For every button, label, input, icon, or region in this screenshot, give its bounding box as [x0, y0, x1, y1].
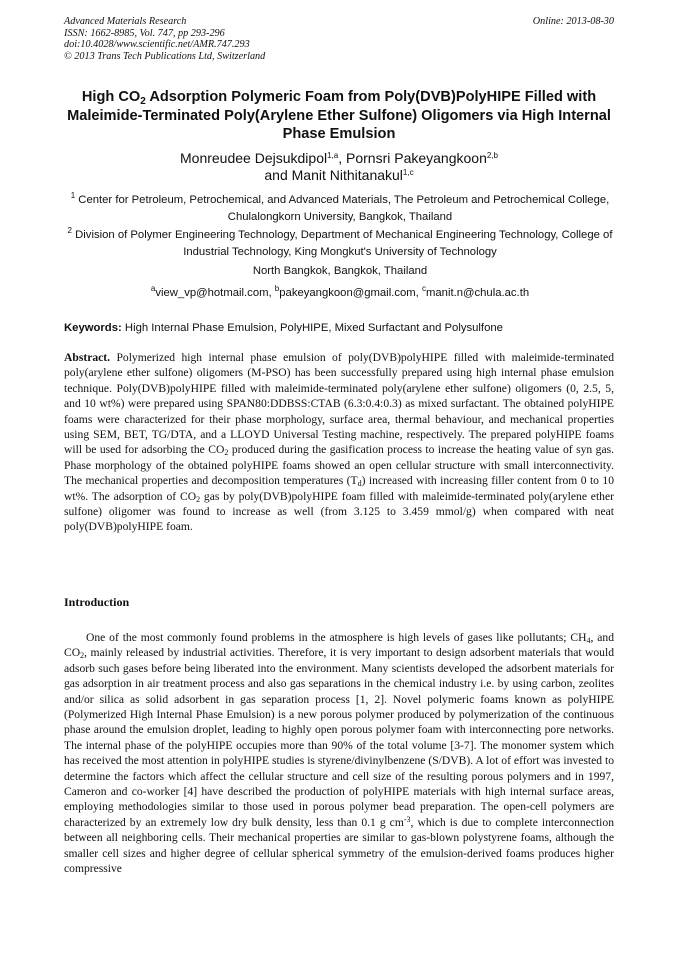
author-3-affil: 1,c: [402, 168, 414, 177]
intro-text-4: , which is due to complete interconnection between all neighboring cells. Their mechanical properties are similar to gas-blown polystyrene foams, although the smaller cell sizes and higher degree of cellular spherical symmetry of the emulsion-derived foams produces higher compressive: [64, 815, 614, 876]
email-c-mark: c: [421, 284, 426, 293]
paper-title: [60, 88, 618, 144]
author-1: Monreudee Dejsukdipol: [180, 150, 328, 166]
abstract-label: Abstract.: [64, 351, 111, 364]
intro-sub-2: 2: [80, 651, 85, 661]
keywords-label: Keywords:: [64, 322, 122, 334]
abstract-sub-3: 2: [196, 494, 201, 504]
doi-line: doi:10.4028/www.scientific.net/AMR.747.293: [64, 39, 250, 51]
affiliation-2-mark: 2: [67, 226, 72, 235]
copyright-line: © 2013 Trans Tech Publications Ltd, Switzerland: [64, 50, 266, 62]
intro-text-2: , and CO: [64, 631, 614, 660]
email-a[interactable]: view_vp@hotmail.com,: [155, 287, 272, 299]
email-list: [64, 286, 616, 300]
author-2-affil: 2,b: [486, 151, 498, 160]
online-date: Online: 2013-08-30: [532, 16, 614, 27]
email-c[interactable]: manit.n@chula.ac.th: [425, 287, 530, 299]
journal-header: [64, 16, 614, 62]
affiliation-1: [64, 192, 616, 226]
abstract-text-1: Polymerized high internal phase emulsion of poly(DVB)polyHIPE filled with maleimide-terminated poly(arylene ether sulfone) oligomers (M-PSO) has been successfully prepared using high internal phase emulsion technique. Poly(DVB)polyHIPE filled with maleimide-terminated poly(arylene ether sulfone) oligomers (0, 2.5, 5, and 10 wt%) were prepared using SPAN80:DDBSS:CTAB (6.3:0.4:0.3) as mixed surfactant. The obtained polyHIPE foams were characterized for their phase morphology, surface area, thermal behaviour, and mechanical properties using SEM, BET, TG/DTA, and a LLOYD Universal Testing machine, respectively. The prepared polyHIPE foams will be used for adsorbing the CO: [64, 351, 614, 457]
title-text-2: Adsorption Polymeric Foam from Poly(DVB)PolyHIPE Filled with Maleimide-Terminated Poly(Arylene Ether Sulfone) Oligomers via High Internal Phase Emulsion: [67, 89, 611, 143]
intro-sub-1: 4: [586, 636, 591, 645]
author-1-affil: 1,a: [327, 151, 339, 160]
title-subscript: 2: [140, 96, 146, 107]
abstract-text-3: ) increased with increasing filler content from 0 to 10 wt%. The adsorption of CO: [64, 474, 614, 503]
intro-sup-1: -3: [403, 814, 411, 824]
intro-text-1: One of the most commonly found problems in the atmosphere is high levels of gases like pollutants; CH: [86, 631, 587, 644]
abstract-text-4: gas by poly(DVB)polyHIPE foam filled with maleimide-terminated poly(arylene ether sulfone) oligomer was found to increase as well (from 3.125 to 3.459 mmol/g) when compared with neat poly(DVB)polyHIPE foam.: [64, 489, 614, 534]
author-3: Manit Nithitanakul: [291, 167, 403, 183]
issn-line: ISSN: 1662-8985, Vol. 747, pp 293-296: [64, 27, 225, 39]
author-2: Pornsri Pakeyangkoon: [346, 150, 487, 166]
email-b-mark: b: [274, 284, 280, 293]
abstract-sub-2: d: [357, 479, 362, 489]
abstract-sub-1: 2: [224, 448, 229, 458]
affiliation-1-text: Center for Petroleum, Petrochemical, and Advanced Materials, The Petroleum and Petrochemical College, Chulalongkorn University, Bangkok, Thailand: [78, 194, 610, 223]
affiliation-2-city: North Bangkok, Bangkok, Thailand: [252, 265, 428, 277]
affiliation-2: [64, 227, 616, 261]
journal-name: Advanced Materials Research: [64, 16, 187, 27]
author-list: Monreudee Dejsukdipol$^{1,a}$, Pornsri Pakeyangkoon$^{2,b}$ and Manit Nithitanakul$^{1,c}$: [180, 150, 498, 183]
introduction-paragraph: [64, 630, 614, 877]
affiliation-1-mark: 1: [70, 191, 76, 200]
affiliation-2-text: Division of Polymer Engineering Technology, Department of Mechanical Engineering Technology, College of Industrial Technology, King Mongkut's University of Technology: [75, 229, 613, 258]
keywords: [64, 321, 616, 335]
abstract-text-2: produced during the gasification process to increase the heating value of syn gas. Phase morphology of the obtained polyHIPE foams showed an open cellular structure with small interconnectivity. The mechanical properties and decomposition temperatures (T: [64, 443, 614, 488]
abstract: [64, 350, 614, 535]
email-a-mark: a: [150, 284, 156, 293]
email-b[interactable]: pakeyangkoon@gmail.com,: [279, 287, 419, 299]
author-and: and: [264, 167, 288, 183]
keywords-text: High Internal Phase Emulsion, PolyHIPE, Mixed Surfactant and Polysulfone: [124, 322, 503, 334]
section-heading-introduction: Introduction: [64, 595, 130, 609]
intro-text-3: , mainly released by industrial activities. Therefore, it is very important to design adsorbent materials that would adsorb such gases before being liberated into the environment. Many scientists developed the adsorbent materials for gas adsorption in air treatment process and also gas separations in the chemical industry i.e. by using carbon, zeolites and/or silica as solid adsorbent in gas separation process [1, 2]. Novel polymeric foams known as polyHIPE (Polymerized High Internal Phase Emulsion) is a new porous polymer produced by polymerization of the continuous phase around the emulsion droplet, leading to highly open porous polymer foam with interconnecting pore networks. The internal phase of the polyHIPE occupies more than 90% of the total volume [3-7]. The monomer system which has received the most attention in polyHIPE studies is styrene/divinylbenzene (S/DVB). A lot of effort was invested to determine the factors which affect the cellular structure and cell size of the resulting porous polymers and in 1997, Cameron and co-worker [4] have described the production of polyHIPE materials with high internal surface areas, employing methodologies similar to those used in porous polymer bead preparation. The open-cell polymers are characterized by an extremely low dry bulk density, less than 0.1 g cm: [64, 646, 614, 829]
title-text-1: High CO: [81, 89, 141, 105]
